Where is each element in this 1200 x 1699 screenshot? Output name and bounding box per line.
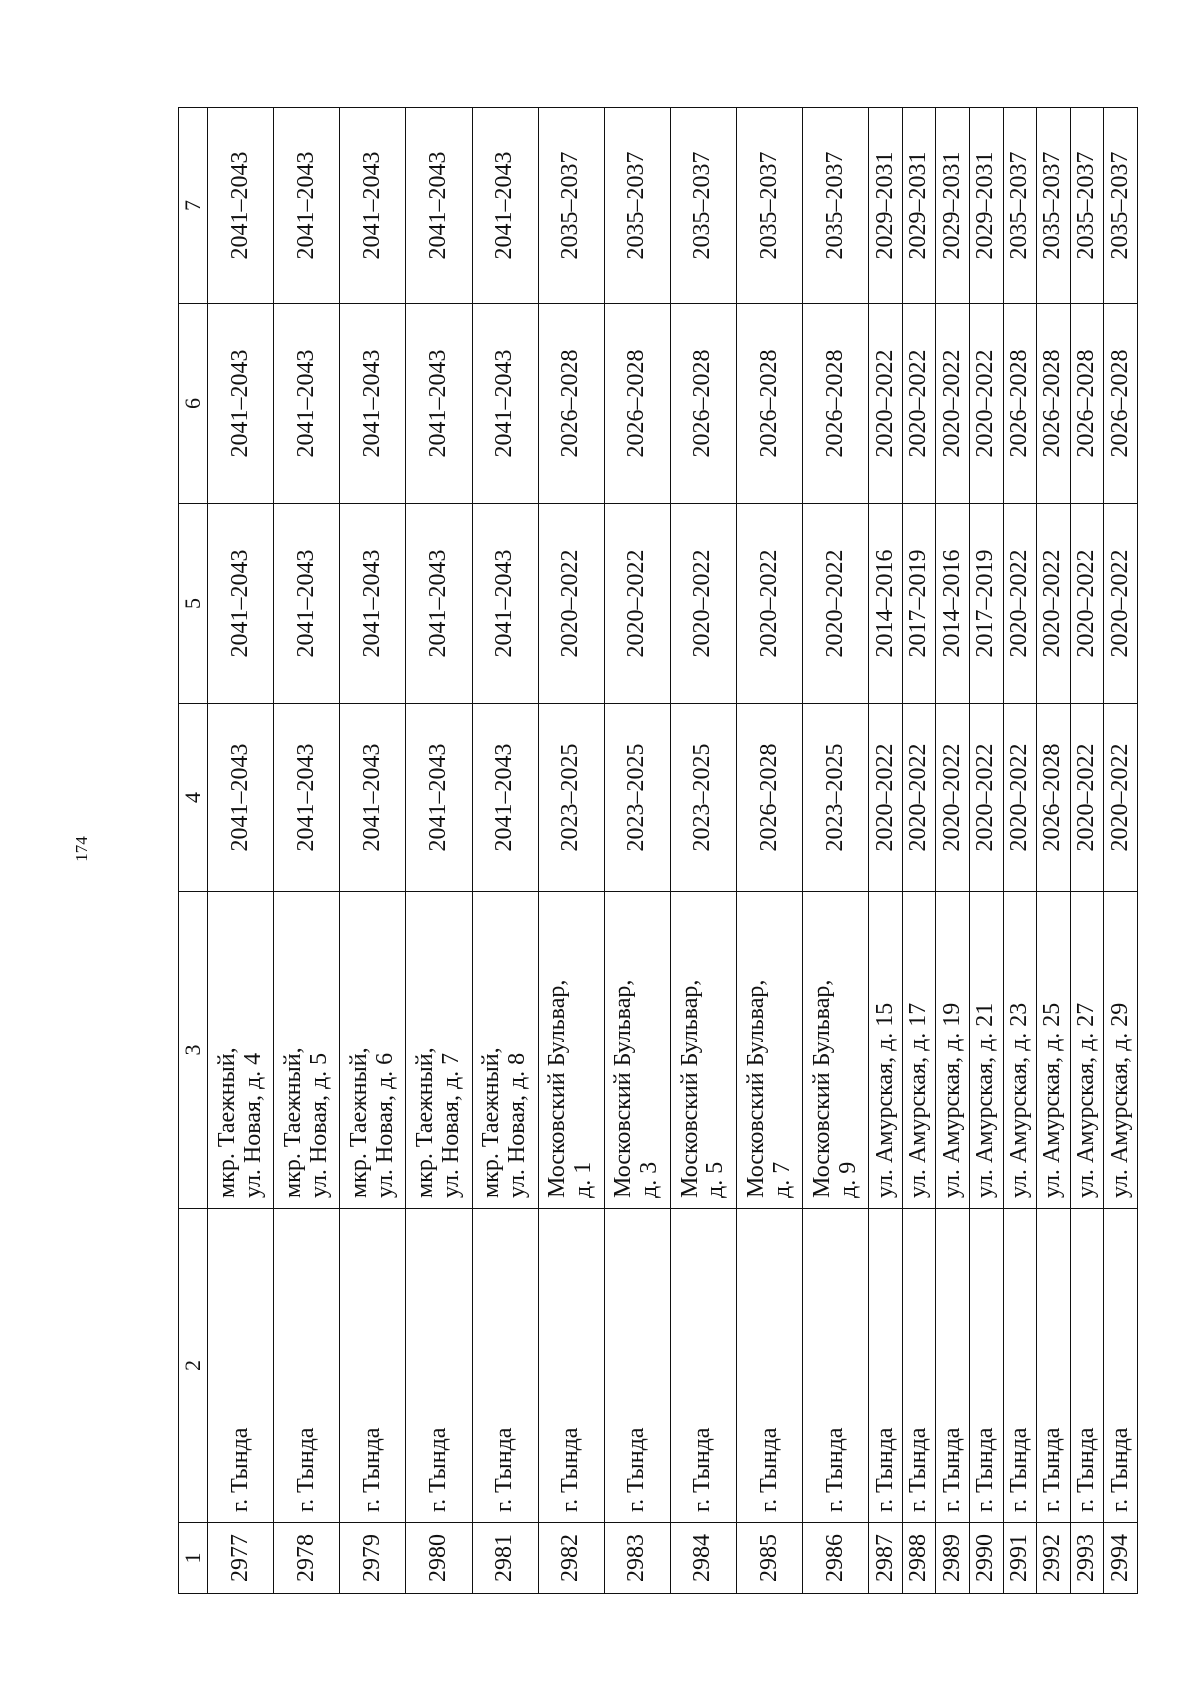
period-col4-cell: 2041–2043: [340, 704, 406, 892]
period-col6-cell: 2020–2022: [936, 304, 970, 504]
period-col6-cell: 2020–2022: [969, 304, 1003, 504]
address-cell: ул. Амурская, д. 29: [1104, 892, 1138, 1209]
period-col6-cell: 2026–2028: [1104, 304, 1138, 504]
row-number-cell: 2989: [936, 1523, 970, 1594]
header-row: [179, 108, 208, 1594]
period-col7-cell: 2035–2037: [538, 108, 604, 304]
period-col6-cell: 2026–2028: [604, 304, 670, 504]
period-col7-cell: 2041–2043: [472, 108, 538, 304]
row-number-cell: 2977: [208, 1523, 274, 1594]
row-number-cell: 2978: [274, 1523, 340, 1594]
city-cell: г. Тында: [936, 1209, 970, 1523]
city-cell: г. Тында: [274, 1209, 340, 1523]
period-col7-cell: 2041–2043: [274, 108, 340, 304]
table-row: [670, 108, 736, 1594]
period-col4-cell: 2041–2043: [472, 704, 538, 892]
address-cell: ул. Амурская, д. 25: [1037, 892, 1071, 1209]
address-cell: мкр. Таежный, ул. Новая, д. 5: [274, 892, 340, 1209]
row-number-cell: 2991: [1003, 1523, 1037, 1594]
period-col6-cell: 2041–2043: [340, 304, 406, 504]
table-row: [406, 108, 472, 1594]
table-row: [969, 108, 1003, 1594]
address-cell: ул. Амурская, д. 23: [1003, 892, 1037, 1209]
period-col4-cell: 2023–2025: [538, 704, 604, 892]
row-number-cell: 2994: [1104, 1523, 1138, 1594]
row-number-cell: 2985: [737, 1523, 803, 1594]
period-col4-cell: 2020–2022: [902, 704, 936, 892]
period-col4-cell: 2020–2022: [1070, 704, 1104, 892]
period-col6-cell: 2041–2043: [274, 304, 340, 504]
city-cell: г. Тында: [670, 1209, 736, 1523]
period-col5-cell: 2041–2043: [274, 504, 340, 704]
header-cell-4: 4: [179, 704, 208, 892]
period-col7-cell: 2029–2031: [902, 108, 936, 304]
period-col6-cell: 2041–2043: [208, 304, 274, 504]
period-col5-cell: 2041–2043: [406, 504, 472, 704]
period-col7-cell: 2035–2037: [670, 108, 736, 304]
city-cell: г. Тында: [1070, 1209, 1104, 1523]
period-col6-cell: 2041–2043: [472, 304, 538, 504]
address-cell: ул. Амурская, д. 27: [1070, 892, 1104, 1209]
period-col6-cell: 2020–2022: [902, 304, 936, 504]
period-col4-cell: 2041–2043: [208, 704, 274, 892]
row-number-cell: 2984: [670, 1523, 736, 1594]
header-cell-1: 1: [179, 1523, 208, 1594]
period-col6-cell: 2020–2022: [869, 304, 903, 504]
period-col5-cell: 2020–2022: [1003, 504, 1037, 704]
row-number-cell: 2988: [902, 1523, 936, 1594]
address-cell: Московский Бульвар, д. 7: [737, 892, 803, 1209]
period-col5-cell: 2020–2022: [670, 504, 736, 704]
period-col4-cell: 2026–2028: [1037, 704, 1071, 892]
period-col5-cell: 2041–2043: [472, 504, 538, 704]
period-col7-cell: 2041–2043: [406, 108, 472, 304]
table-row: [902, 108, 936, 1594]
period-col6-cell: 2026–2028: [538, 304, 604, 504]
address-cell: Московский Бульвар, д. 5: [670, 892, 736, 1209]
city-cell: г. Тында: [1104, 1209, 1138, 1523]
period-col7-cell: 2035–2037: [604, 108, 670, 304]
period-col5-cell: 2020–2022: [538, 504, 604, 704]
period-col7-cell: 2041–2043: [340, 108, 406, 304]
table-container: [178, 108, 1138, 1594]
period-col7-cell: 2029–2031: [969, 108, 1003, 304]
housing-schedule-table: [178, 107, 1138, 1594]
city-cell: г. Тында: [406, 1209, 472, 1523]
period-col5-cell: 2017–2019: [969, 504, 1003, 704]
period-col6-cell: 2026–2028: [670, 304, 736, 504]
period-col6-cell: 2026–2028: [1037, 304, 1071, 504]
period-col4-cell: 2041–2043: [406, 704, 472, 892]
period-col5-cell: 2020–2022: [1104, 504, 1138, 704]
table-row: [274, 108, 340, 1594]
city-cell: г. Тында: [538, 1209, 604, 1523]
address-cell: Московский Бульвар, д. 9: [803, 892, 869, 1209]
period-col7-cell: 2029–2031: [936, 108, 970, 304]
address-cell: ул. Амурская, д. 21: [969, 892, 1003, 1209]
table-row: [936, 108, 970, 1594]
row-number-cell: 2983: [604, 1523, 670, 1594]
period-col5-cell: 2020–2022: [604, 504, 670, 704]
address-cell: ул. Амурская, д. 15: [869, 892, 903, 1209]
period-col4-cell: 2023–2025: [604, 704, 670, 892]
period-col4-cell: 2020–2022: [1104, 704, 1138, 892]
table-row: [340, 108, 406, 1594]
city-cell: г. Тында: [340, 1209, 406, 1523]
row-number-cell: 2980: [406, 1523, 472, 1594]
period-col7-cell: 2035–2037: [737, 108, 803, 304]
period-col6-cell: 2041–2043: [406, 304, 472, 504]
period-col7-cell: 2035–2037: [1104, 108, 1138, 304]
city-cell: г. Тында: [969, 1209, 1003, 1523]
table-row: [1003, 108, 1037, 1594]
row-number-cell: 2987: [869, 1523, 903, 1594]
table-row: [869, 108, 903, 1594]
period-col7-cell: 2035–2037: [1037, 108, 1071, 304]
table-row: [1037, 108, 1071, 1594]
row-number-cell: 2981: [472, 1523, 538, 1594]
row-number-cell: 2993: [1070, 1523, 1104, 1594]
period-col7-cell: 2029–2031: [869, 108, 903, 304]
address-cell: мкр. Таежный, ул. Новая, д. 6: [340, 892, 406, 1209]
period-col4-cell: 2041–2043: [274, 704, 340, 892]
table-body: [208, 108, 1138, 1594]
period-col6-cell: 2026–2028: [1003, 304, 1037, 504]
period-col4-cell: 2020–2022: [869, 704, 903, 892]
period-col7-cell: 2035–2037: [1003, 108, 1037, 304]
period-col7-cell: 2035–2037: [1070, 108, 1104, 304]
city-cell: г. Тында: [472, 1209, 538, 1523]
city-cell: г. Тында: [869, 1209, 903, 1523]
header-cell-3: 3: [179, 892, 208, 1209]
address-cell: ул. Амурская, д. 19: [936, 892, 970, 1209]
period-col4-cell: 2023–2025: [803, 704, 869, 892]
period-col5-cell: 2014–2016: [936, 504, 970, 704]
period-col5-cell: 2041–2043: [340, 504, 406, 704]
period-col4-cell: 2020–2022: [969, 704, 1003, 892]
city-cell: г. Тында: [604, 1209, 670, 1523]
period-col6-cell: 2026–2028: [737, 304, 803, 504]
period-col5-cell: 2020–2022: [737, 504, 803, 704]
header-cell-5: 5: [179, 504, 208, 704]
table-row: [1070, 108, 1104, 1594]
row-number-cell: 2990: [969, 1523, 1003, 1594]
city-cell: г. Тында: [208, 1209, 274, 1523]
row-number-cell: 2986: [803, 1523, 869, 1594]
header-cell-7: 7: [179, 108, 208, 304]
header-cell-6: 6: [179, 304, 208, 504]
period-col5-cell: 2020–2022: [1070, 504, 1104, 704]
period-col5-cell: 2014–2016: [869, 504, 903, 704]
address-cell: Московский Бульвар, д. 3: [604, 892, 670, 1209]
table-row: [538, 108, 604, 1594]
table-row: [208, 108, 274, 1594]
header-cell-2: 2: [179, 1209, 208, 1523]
period-col6-cell: 2026–2028: [1070, 304, 1104, 504]
period-col4-cell: 2026–2028: [737, 704, 803, 892]
period-col7-cell: 2035–2037: [803, 108, 869, 304]
period-col5-cell: 2041–2043: [208, 504, 274, 704]
row-number-cell: 2982: [538, 1523, 604, 1594]
address-cell: Московский Бульвар, д. 1: [538, 892, 604, 1209]
address-cell: мкр. Таежный, ул. Новая, д. 4: [208, 892, 274, 1209]
period-col5-cell: 2020–2022: [1037, 504, 1071, 704]
period-col7-cell: 2041–2043: [208, 108, 274, 304]
period-col6-cell: 2026–2028: [803, 304, 869, 504]
address-cell: мкр. Таежный, ул. Новая, д. 7: [406, 892, 472, 1209]
table-row: [472, 108, 538, 1594]
city-cell: г. Тында: [902, 1209, 936, 1523]
table-row: [604, 108, 670, 1594]
period-col5-cell: 2020–2022: [803, 504, 869, 704]
city-cell: г. Тында: [1037, 1209, 1071, 1523]
period-col4-cell: 2020–2022: [936, 704, 970, 892]
row-number-cell: 2992: [1037, 1523, 1071, 1594]
period-col5-cell: 2017–2019: [902, 504, 936, 704]
period-col4-cell: 2023–2025: [670, 704, 736, 892]
page-number: 174: [72, 836, 91, 862]
city-cell: г. Тында: [1003, 1209, 1037, 1523]
table-row: [803, 108, 869, 1594]
address-cell: ул. Амурская, д. 17: [902, 892, 936, 1209]
city-cell: г. Тында: [737, 1209, 803, 1523]
period-col4-cell: 2020–2022: [1003, 704, 1037, 892]
table-row: [737, 108, 803, 1594]
address-cell: мкр. Таежный, ул. Новая, д. 8: [472, 892, 538, 1209]
table-row: [1104, 108, 1138, 1594]
row-number-cell: 2979: [340, 1523, 406, 1594]
city-cell: г. Тында: [803, 1209, 869, 1523]
